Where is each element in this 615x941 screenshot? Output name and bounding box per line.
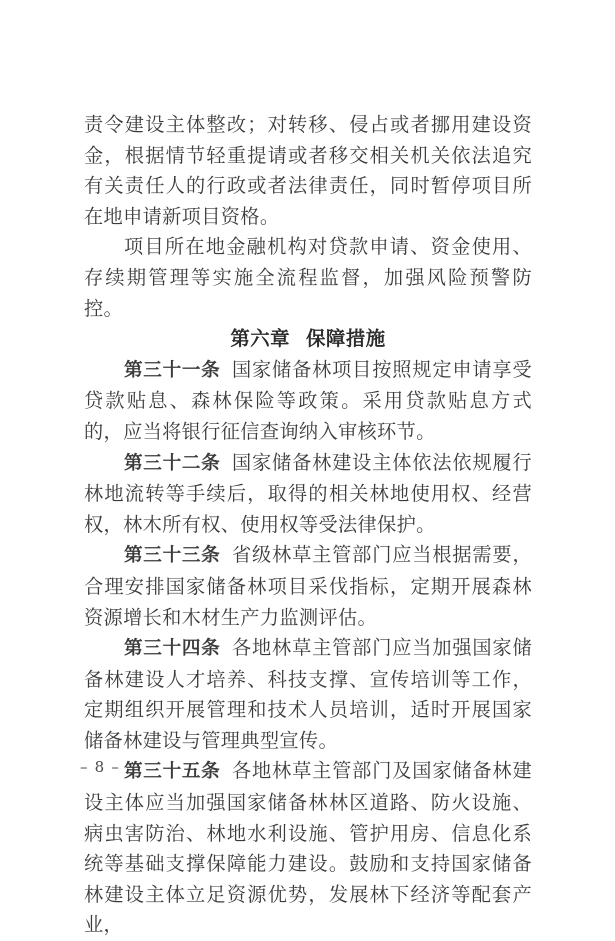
- article-34-number: 第三十四条: [124, 638, 221, 660]
- article-33-number: 第三十三条: [124, 545, 221, 567]
- article-31-text: 国家储备林项目按照规定申请享受贷款贴息、森林保险等政策。采用贷款贴息方式的，应当将银行征信查询纳入审核环节。: [84, 357, 532, 443]
- article-33-text: 省级林草主管部门应当根据需要，合理安排国家储备林项目采伐指标，定期开展森林资源增长和木材生产力监测评估。: [84, 543, 532, 629]
- text-column: [84, 110, 532, 941]
- article-32-text: 国家储备林建设主体依法依规履行林地流转等手续后，取得的相关林地使用权、经营权，林木所有权、使用权等受法律保护。: [84, 450, 532, 536]
- chapter-six-heading: [84, 324, 532, 355]
- page-number: – 8 –: [80, 758, 121, 776]
- article-32: [84, 448, 532, 541]
- chapter-number: 第六章: [230, 327, 291, 351]
- article-35-text: 各地林草主管部门及国家储备林建设主体应当加强国家储备林林区道路、防火设施、病虫害防治、林地水利设施、管护用房、信息化系统等基础支撑保障能力建设。鼓励和支持国家储备林建设主体立足资源优势，发展林下经济等配套产业，: [84, 759, 532, 937]
- article-35-number: 第三十五条: [124, 761, 221, 783]
- article-31: [84, 355, 532, 448]
- article-34-text: 各地林草主管部门应当加强国家储备林建设人才培养、科技支撑、宣传培训等工作，定期组织开展管理和技术人员培训，适时开展国家储备林建设与管理典型宣传。: [84, 636, 532, 752]
- paragraph-financial-supervision: 项目所在地金融机构对贷款申请、资金使用、存续期管理等实施全流程监督，加强风险预警防控。: [84, 235, 532, 320]
- article-32-number: 第三十二条: [124, 452, 221, 474]
- article-35: [84, 756, 532, 941]
- article-31-number: 第三十一条: [124, 359, 221, 381]
- article-34: [84, 633, 532, 756]
- article-33: [84, 540, 532, 633]
- chapter-title: 保障措施: [306, 327, 386, 351]
- paragraph-continuation: 责令建设主体整改；对转移、侵占或者挪用建设资金，根据情节轻重提请或者移交相关机关依法追究有关责任人的行政或者法律责任，同时暂停项目所在地申请新项目资格。: [84, 113, 532, 228]
